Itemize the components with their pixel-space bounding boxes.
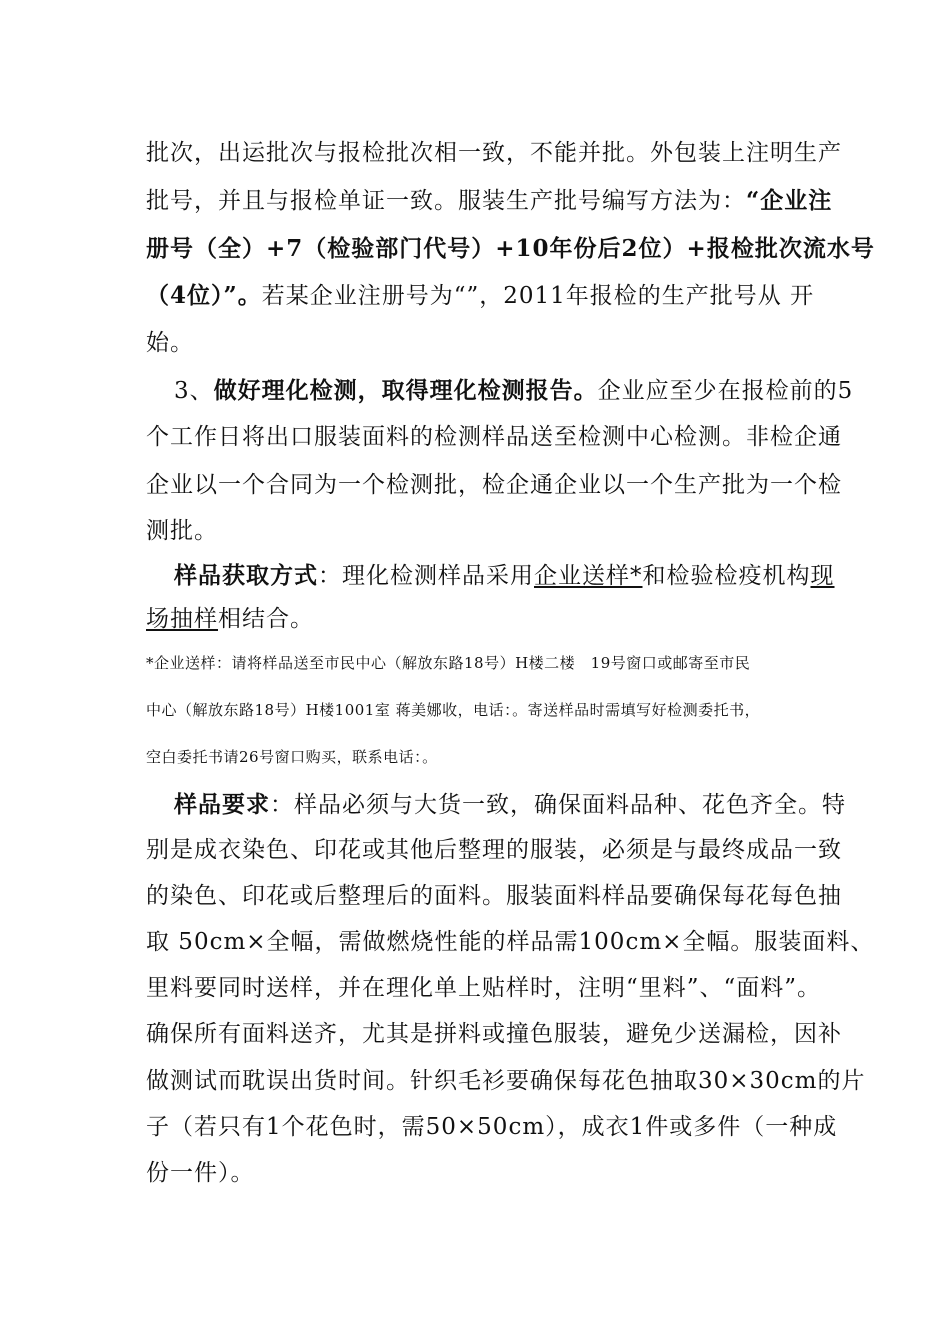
text-line: 确保所有面料送齐，尤其是拼料或撞色服装，避免少送漏检，因补 — [146, 1021, 842, 1047]
text-line: 始。 — [146, 330, 194, 356]
text-line: 批次，出运批次与报检批次相一致，不能并批。外包装上注明生产 — [146, 140, 842, 166]
underlined-text: 现 — [810, 563, 835, 589]
text-line: 场抽样相结合。 — [146, 606, 314, 632]
text-line: 样品要求：样品必须与大货一致，确保面料品种、花色齐全。特 — [174, 791, 846, 818]
note-line: 空白委托书请26号窗口购买，联系电话：。 — [146, 748, 438, 766]
note-line: *企业送样：请将样品送至市民中心（解放东路18号）H楼二楼 19号窗口或邮寄至市民 — [146, 654, 751, 672]
text-line: （4位）”。若某企业注册号为“”，2011年报检的生产批号从 开 — [146, 282, 815, 309]
text-line: 3、做好理化检测，取得理化检测报告。企业应至少在报检前的5 — [174, 377, 854, 404]
text-line: 个工作日将出口服装面料的检测样品送至检测中心检测。非检企通 — [146, 424, 842, 450]
bold-text: 样品获取方式 — [174, 562, 318, 589]
text-line: 做测试而耽误出货时间。针织毛衫要确保每花色抽取30×30cm的片 — [146, 1068, 866, 1094]
underlined-text: 场抽样 — [146, 606, 218, 632]
bold-text: 册号（全）+7（检验部门代号）+10年份后2位）+报检批次流水号 — [146, 235, 875, 262]
text-line: 企业以一个合同为一个检测批，检企通企业以一个生产批为一个检 — [146, 472, 842, 498]
underlined-text: 企业送样* — [534, 563, 643, 589]
text-line — [146, 237, 875, 261]
text-line: 样品获取方式：理化检测样品采用企业送样*和检验检疫机构现 — [174, 562, 835, 589]
text-line: 份一件）。 — [146, 1160, 255, 1186]
bold-text: 做好理化检测，取得理化检测报告。 — [213, 377, 598, 404]
text-line: 别是成衣染色、印花或其他后整理的服装，必须是与最终成品一致 — [146, 837, 842, 863]
text-line: 批号，并且与报检单证一致。服装生产批号编写方法为：“企业注 — [146, 187, 833, 214]
text-line: 的染色、印花或后整理后的面料。服装面料样品要确保每花每色抽 — [146, 883, 842, 909]
bold-text: “企业注 — [746, 187, 833, 214]
note-line: 中心（解放东路18号）H楼1001室 蒋美娜收，电话：。寄送样品时需填写好检测委托书， — [146, 701, 761, 719]
text-line: 取 50cm×全幅，需做燃烧性能的样品需100cm×全幅。服装面料、 — [146, 929, 875, 955]
text-line: 子（若只有1个花色时，需50×50cm），成衣1件或多件（一种成 — [146, 1114, 838, 1140]
bold-text: （4位）”。 — [146, 282, 262, 309]
text-line: 里料要同时送样，并在理化单上贴样时，注明“里料”、“面料”。 — [146, 975, 822, 1001]
bold-text: 样品要求 — [174, 791, 270, 818]
text-line: 测批。 — [146, 518, 218, 544]
